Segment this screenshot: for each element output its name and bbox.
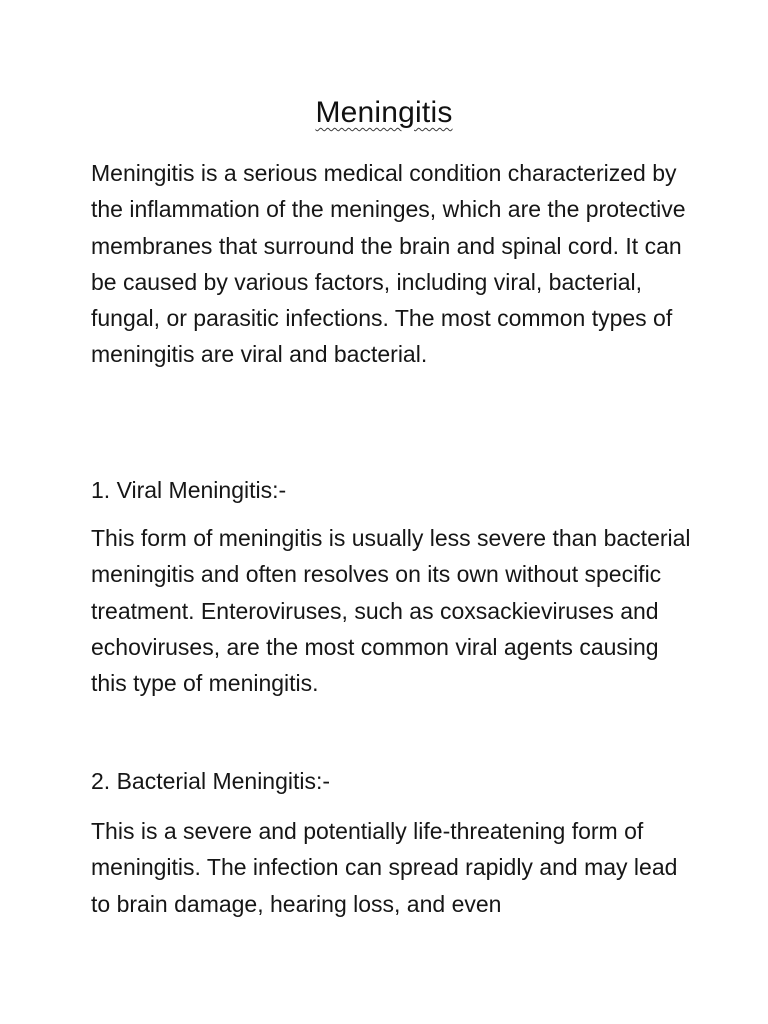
page-title: Meningitis: [315, 96, 453, 129]
section-heading-bacterial: 2. Bacterial Meningitis:-: [91, 768, 331, 794]
section-body-viral: This form of meningitis is usually less severe than bacterial meningitis and often resolves on its own without specific treatment. Enteroviruses, such as coxsackieviruses and echoviruses, are the most common viral agents causing this type of meningitis.: [91, 525, 691, 697]
section-body-bacterial: This is a severe and potentially life-threatening form of meningitis. The infection can spread rapidly and may lead to brain damage, hearing loss, and even: [91, 818, 678, 917]
title-container: [0, 93, 768, 133]
section-heading-viral: 1. Viral Meningitis:-: [91, 477, 287, 503]
intro-paragraph: Meningitis is a serious medical condition characterized by the inflammation of the meninges, which are the protective membranes that surround the brain and spinal cord. It can be caused by various factors, including viral, bacterial, fungal, or parasitic infections. The most common types of meningitis are viral and bacterial.: [91, 160, 686, 368]
